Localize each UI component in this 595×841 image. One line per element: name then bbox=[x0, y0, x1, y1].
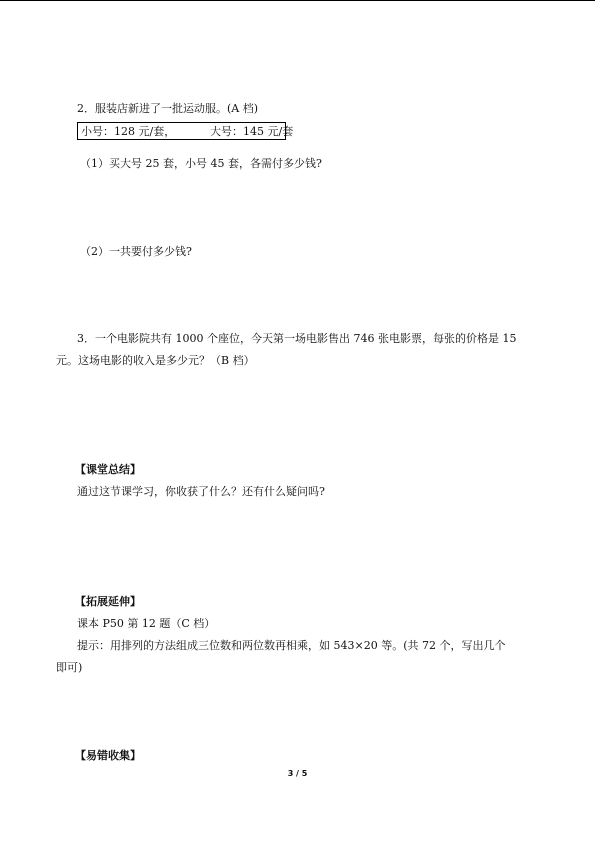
extension-hint-line-1: 提示：用排列的方法组成三位数和两位数再相乘，如 543×20 等。(共 72 个，写出几个 bbox=[77, 639, 506, 652]
extension-line-1: 课本 P50 第 12 题（C 档） bbox=[77, 617, 216, 630]
question-2-sub-1: （1）买大号 25 套，小号 45 套，各需付多少钱? bbox=[80, 157, 322, 170]
question-2-sub-2: （2）一共要付多少钱? bbox=[80, 245, 192, 258]
price-small: 小号：128 元/套， bbox=[81, 125, 176, 138]
page-number: 3 / 5 bbox=[287, 769, 308, 778]
header-rule bbox=[0, 0, 595, 1]
errors-heading: 【易错收集】 bbox=[75, 749, 141, 762]
summary-text: 通过这节课学习，你收获了什么？还有什么疑问吗? bbox=[77, 485, 325, 498]
extension-heading: 【拓展延伸】 bbox=[75, 595, 141, 608]
price-large: 大号：145 元/套 bbox=[210, 125, 294, 138]
extension-hint-line-2: 即可) bbox=[56, 661, 83, 674]
price-box bbox=[77, 122, 294, 140]
question-3-line-1: 3．一个电影院共有 1000 个座位，今天第一场电影售出 746 张电影票，每张的价格是 15 bbox=[77, 332, 517, 345]
summary-heading: 【课堂总结】 bbox=[75, 463, 141, 476]
question-2-title: 2．服装店新进了一批运动服。(A 档) bbox=[77, 102, 259, 115]
question-3-line-2: 元。这场电影的收入是多少元？（B 档） bbox=[56, 354, 255, 367]
